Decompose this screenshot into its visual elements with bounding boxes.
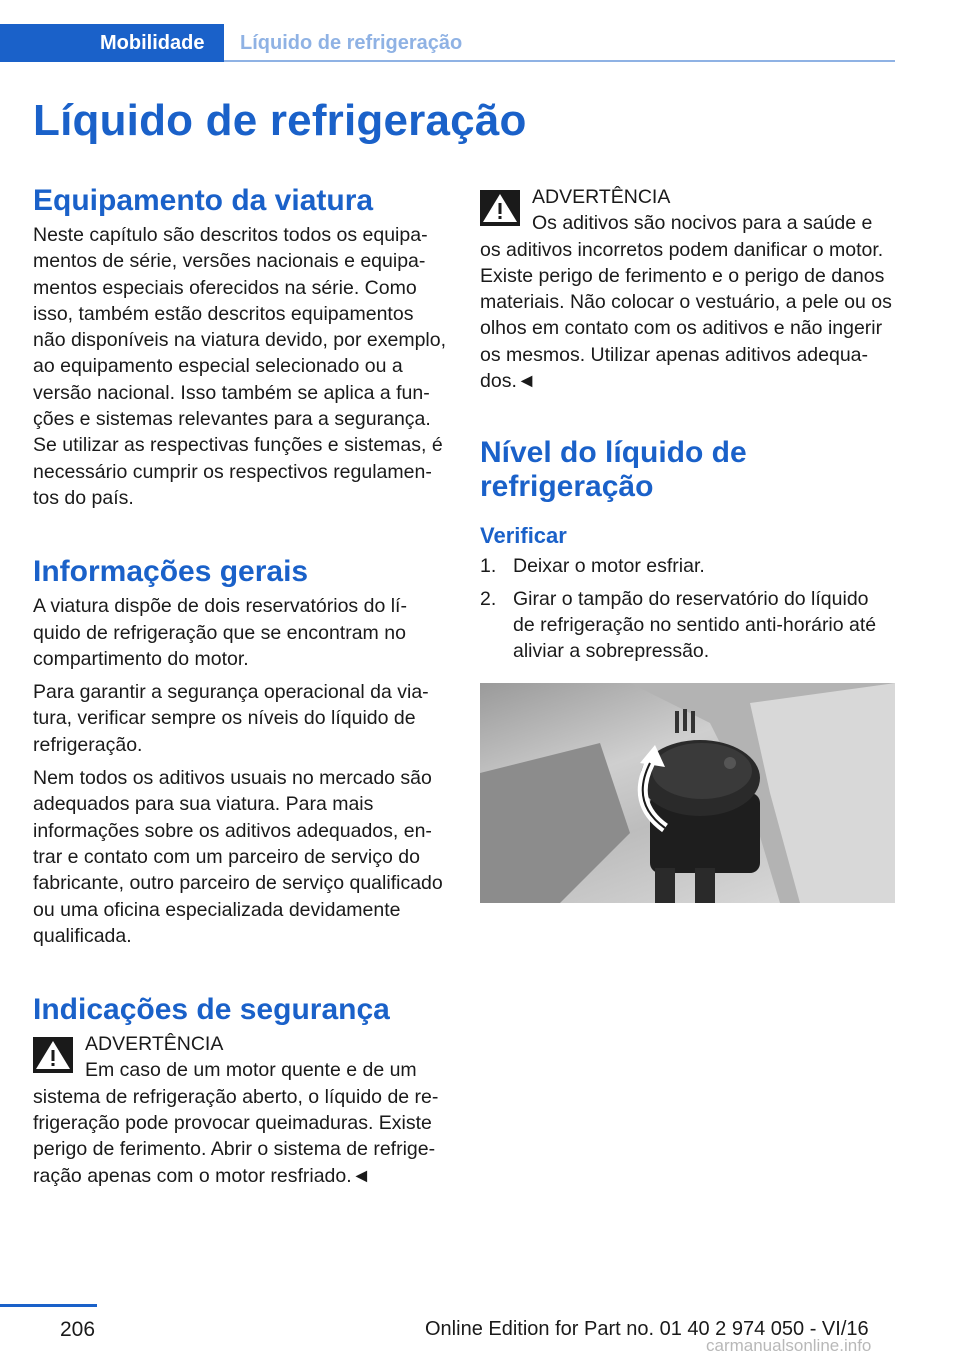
coolant-reservoir-illustration: [480, 683, 895, 903]
section-title-general: Informações gerais: [33, 555, 309, 589]
warning-triangle-icon: [480, 190, 520, 226]
section-title-equipment: Equipamento da viatura: [33, 184, 374, 217]
list-item: [480, 553, 895, 579]
subsection-title-check: Verificar: [480, 523, 567, 549]
step-number: 1.: [480, 555, 497, 578]
right-column: [480, 184, 895, 903]
page-number: 206: [60, 1318, 96, 1341]
page-title: Líquido de refrigeração: [33, 96, 527, 145]
section-title-safety: Indicações de segurança: [33, 993, 390, 1027]
warning-text: os aditivos incorretos podem danificar o motor. Existe perigo de ferimento e o perigo de danos materiais. Não colocar o vestuário, a pele ou os olhos em contato com os aditivos e não ingerir os mesmos. Utilizar apenas aditivos adequados.◄: [480, 238, 892, 393]
paragraph: Para garantir a segurança operacional da viatura, verificar sempre os níveis do líquido de refrigeração.: [33, 681, 429, 756]
step-text: Deixar o motor esfriar.: [513, 555, 705, 578]
breadcrumb[interactable]: Líquido de refrigeração: [240, 32, 463, 54]
warning-block: [480, 184, 895, 394]
warning-label: ADVERTÊNCIA: [532, 186, 671, 208]
warning-label: ADVERTÊNCIA: [85, 1033, 224, 1056]
left-column: [33, 184, 448, 1196]
warning-text-first-line: Os aditivos são nocivos para a saúde e: [532, 212, 873, 235]
warning-text-first-line: Em caso de um motor quente e de um: [85, 1059, 417, 1082]
warning-text: sistema de refrigeração aberto, o líquido de refrigeração pode provocar queimaduras. Existe perigo de ferimento. Abrir o sistema de refrigeração apenas com o motor resfriado.◄: [33, 1085, 439, 1187]
paragraph: Nem todos os aditivos usuais no mercado são adequados para sua viatura. Para mais informações sobre os aditivos adequados, entrar e contato com um parceiro de serviço do fabricante, outro parceiro de serviço qualificado ou uma oficina especializada devidamente qualificada.: [33, 767, 443, 947]
paragraph: A viatura dispõe de dois reservatórios do líquido de refrigeração que se encontram no compartimento do motor.: [33, 595, 407, 670]
section-title-coolant-level: Nível do líquido de refrigeração: [480, 436, 747, 504]
step-number: 2.: [480, 587, 497, 610]
edition-info: Online Edition for Part no. 01 40 2 974 050 - VI/16: [425, 1318, 869, 1340]
section-tab[interactable]: Mobilidade: [0, 24, 224, 62]
watermark: carmanualsonline.info: [706, 1336, 872, 1355]
footer-rule: [0, 1304, 97, 1307]
warning-triangle-icon: [33, 1037, 73, 1073]
warning-block: [33, 1031, 448, 1189]
page-header: [0, 24, 895, 62]
list-item: [480, 586, 895, 665]
steps-list: [480, 553, 895, 664]
paragraph: Neste capítulo são descritos todos os equipamentos de série, versões nacionais e equipamentos especiais oferecidos na série. Como isso, também estão descritos equipamentos não disponíveis na viatura devido, por exemplo, ao equipamento especial selecionado ou a versão nacional. Isso também se aplica a funções e sistemas relevantes para a segurança. Se utilizar as respectivas funções e sistemas, é necessário cumprir os respectivos regulamentos do país.: [33, 224, 447, 509]
step-text: Girar o tampão do reservatório do líquido de refrigeração no sentido anti-horário até aliviar a sobrepressão.: [513, 587, 877, 663]
header-rule: [224, 60, 895, 62]
